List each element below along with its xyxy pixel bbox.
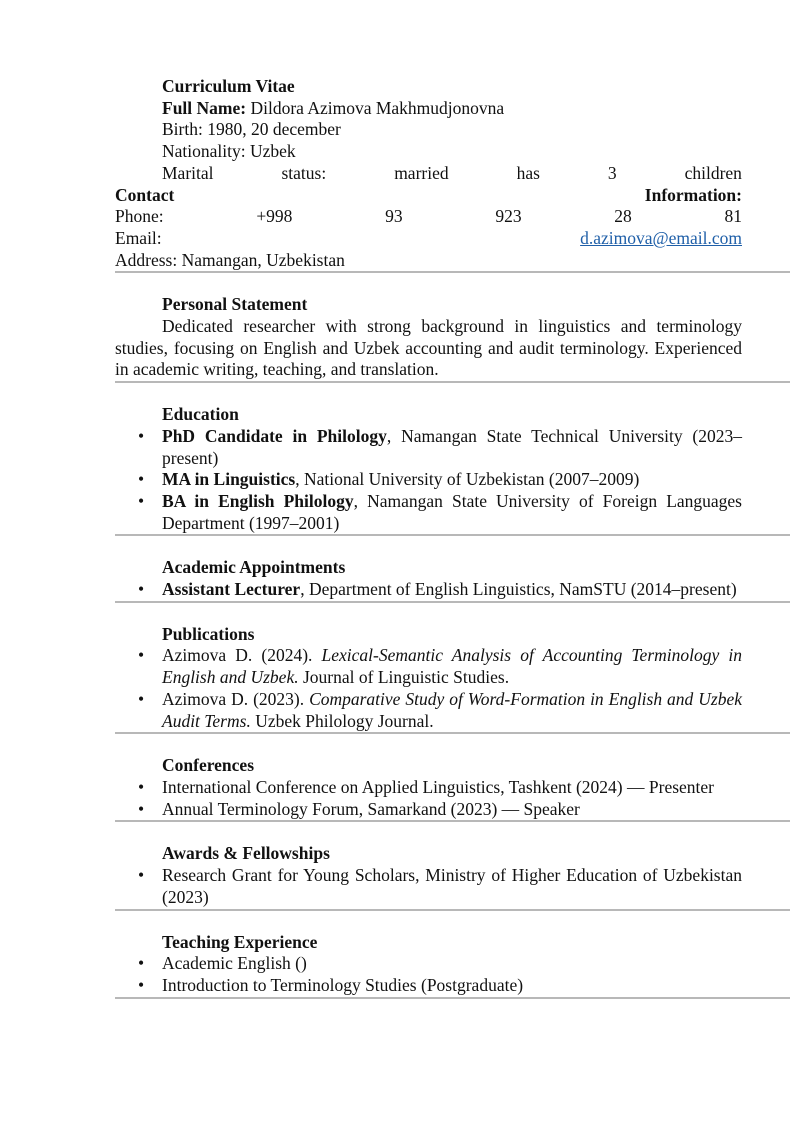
publications-list [115, 645, 742, 732]
email-line [115, 228, 742, 250]
contact-heading [115, 185, 742, 207]
phone-line [115, 206, 742, 228]
marital-word: married [394, 162, 449, 183]
degree-detail: , National University of Uzbekistan (2007–2009) [295, 469, 640, 490]
nationality-line: Nationality: Uzbek [162, 141, 296, 162]
publication-author: Azimova D. (2024). [162, 645, 322, 666]
phone-part: 28 [614, 206, 632, 227]
marital-status-line [115, 163, 742, 185]
personal-statement-text: Dedicated researcher with strong background in linguistics and terminology studies, focusing on English and Uzbek accounting and audit terminology. Experienced in academic writing, teaching, and translation. [115, 316, 742, 380]
teaching-heading: Teaching Experience [162, 931, 318, 952]
awards-list [115, 865, 742, 908]
publication-journal: Journal of Linguistic Studies. [298, 667, 510, 688]
phone-part: 93 [385, 206, 403, 227]
list-item: • International Conference on Applied Linguistics, Tashkent (2024) — Presenter [115, 777, 742, 799]
email-label: Email: [115, 227, 162, 248]
phone-part: Phone: [115, 206, 164, 227]
position-title: Assistant Lecturer [162, 579, 301, 600]
list-item [115, 491, 742, 534]
conferences-heading: Conferences [162, 755, 255, 776]
degree-title: MA in Linguistics [162, 469, 296, 490]
section-divider [115, 997, 790, 999]
degree-detail: , Namangan State Technical University (2023–present) [162, 425, 742, 468]
full-name-line [115, 98, 742, 120]
degree-detail: , Namangan State University of Foreign Languages Department (1997–2001) [162, 490, 742, 533]
contact-word: Information: [644, 184, 742, 205]
list-item: • Research Grant for Young Scholars, Ministry of Higher Education of Uzbekistan (2023) [115, 865, 742, 908]
contact-word: Contact [115, 184, 175, 205]
publication-author: Azimova D. (2023). [162, 688, 310, 709]
list-item [115, 689, 742, 732]
email-link[interactable]: d.azimova@email.com [580, 227, 742, 248]
awards-heading: Awards & Fellowships [162, 843, 330, 864]
marital-word: children [684, 162, 742, 183]
marital-word: Marital [162, 162, 214, 183]
address-line: Address: Namangan, Uzbekistan [115, 249, 345, 270]
phone-part: 923 [495, 206, 522, 227]
publication-journal: Uzbek Philology Journal. [250, 710, 434, 731]
appointments-list [115, 579, 742, 601]
list-item [115, 426, 742, 469]
education-list [115, 426, 742, 535]
publication-title: Comparative Study of Word-Formation in English and Uzbek Audit Terms. [162, 688, 742, 731]
phone-part: 81 [724, 206, 742, 227]
marital-word: has [516, 162, 540, 183]
list-item: • Introduction to Terminology Studies (Postgraduate) [115, 975, 742, 997]
list-item: • Academic English () [115, 953, 742, 975]
publication-title: Lexical-Semantic Analysis of Accounting Terminology in English and Uzbek. [162, 645, 742, 688]
birth-line: Birth: 1980, 20 december [162, 119, 341, 140]
list-item [115, 645, 742, 688]
cv-page [115, 76, 742, 999]
full-name-value: Dildora Azimova Makhmudjonovna [246, 97, 505, 118]
teaching-list [115, 953, 742, 996]
education-heading: Education [162, 404, 239, 425]
list-item [115, 469, 742, 491]
degree-title: PhD Candidate in Philology [162, 425, 387, 446]
marital-word: status: [281, 162, 327, 183]
list-item: • Annual Terminology Forum, Samarkand (2023) — Speaker [115, 799, 742, 821]
appointments-heading: Academic Appointments [162, 557, 346, 578]
position-detail: , Department of English Linguistics, NamSTU (2014–present) [300, 579, 737, 600]
publications-heading: Publications [162, 623, 255, 644]
marital-word: 3 [607, 162, 617, 183]
conferences-list [115, 777, 742, 820]
personal-statement-heading: Personal Statement [162, 294, 308, 315]
full-name-label: Full Name: [162, 97, 247, 118]
list-item [115, 579, 742, 601]
phone-part: +998 [256, 206, 293, 227]
cv-title: Curriculum Vitae [162, 76, 295, 96]
degree-title: BA in English Philology [162, 490, 354, 511]
